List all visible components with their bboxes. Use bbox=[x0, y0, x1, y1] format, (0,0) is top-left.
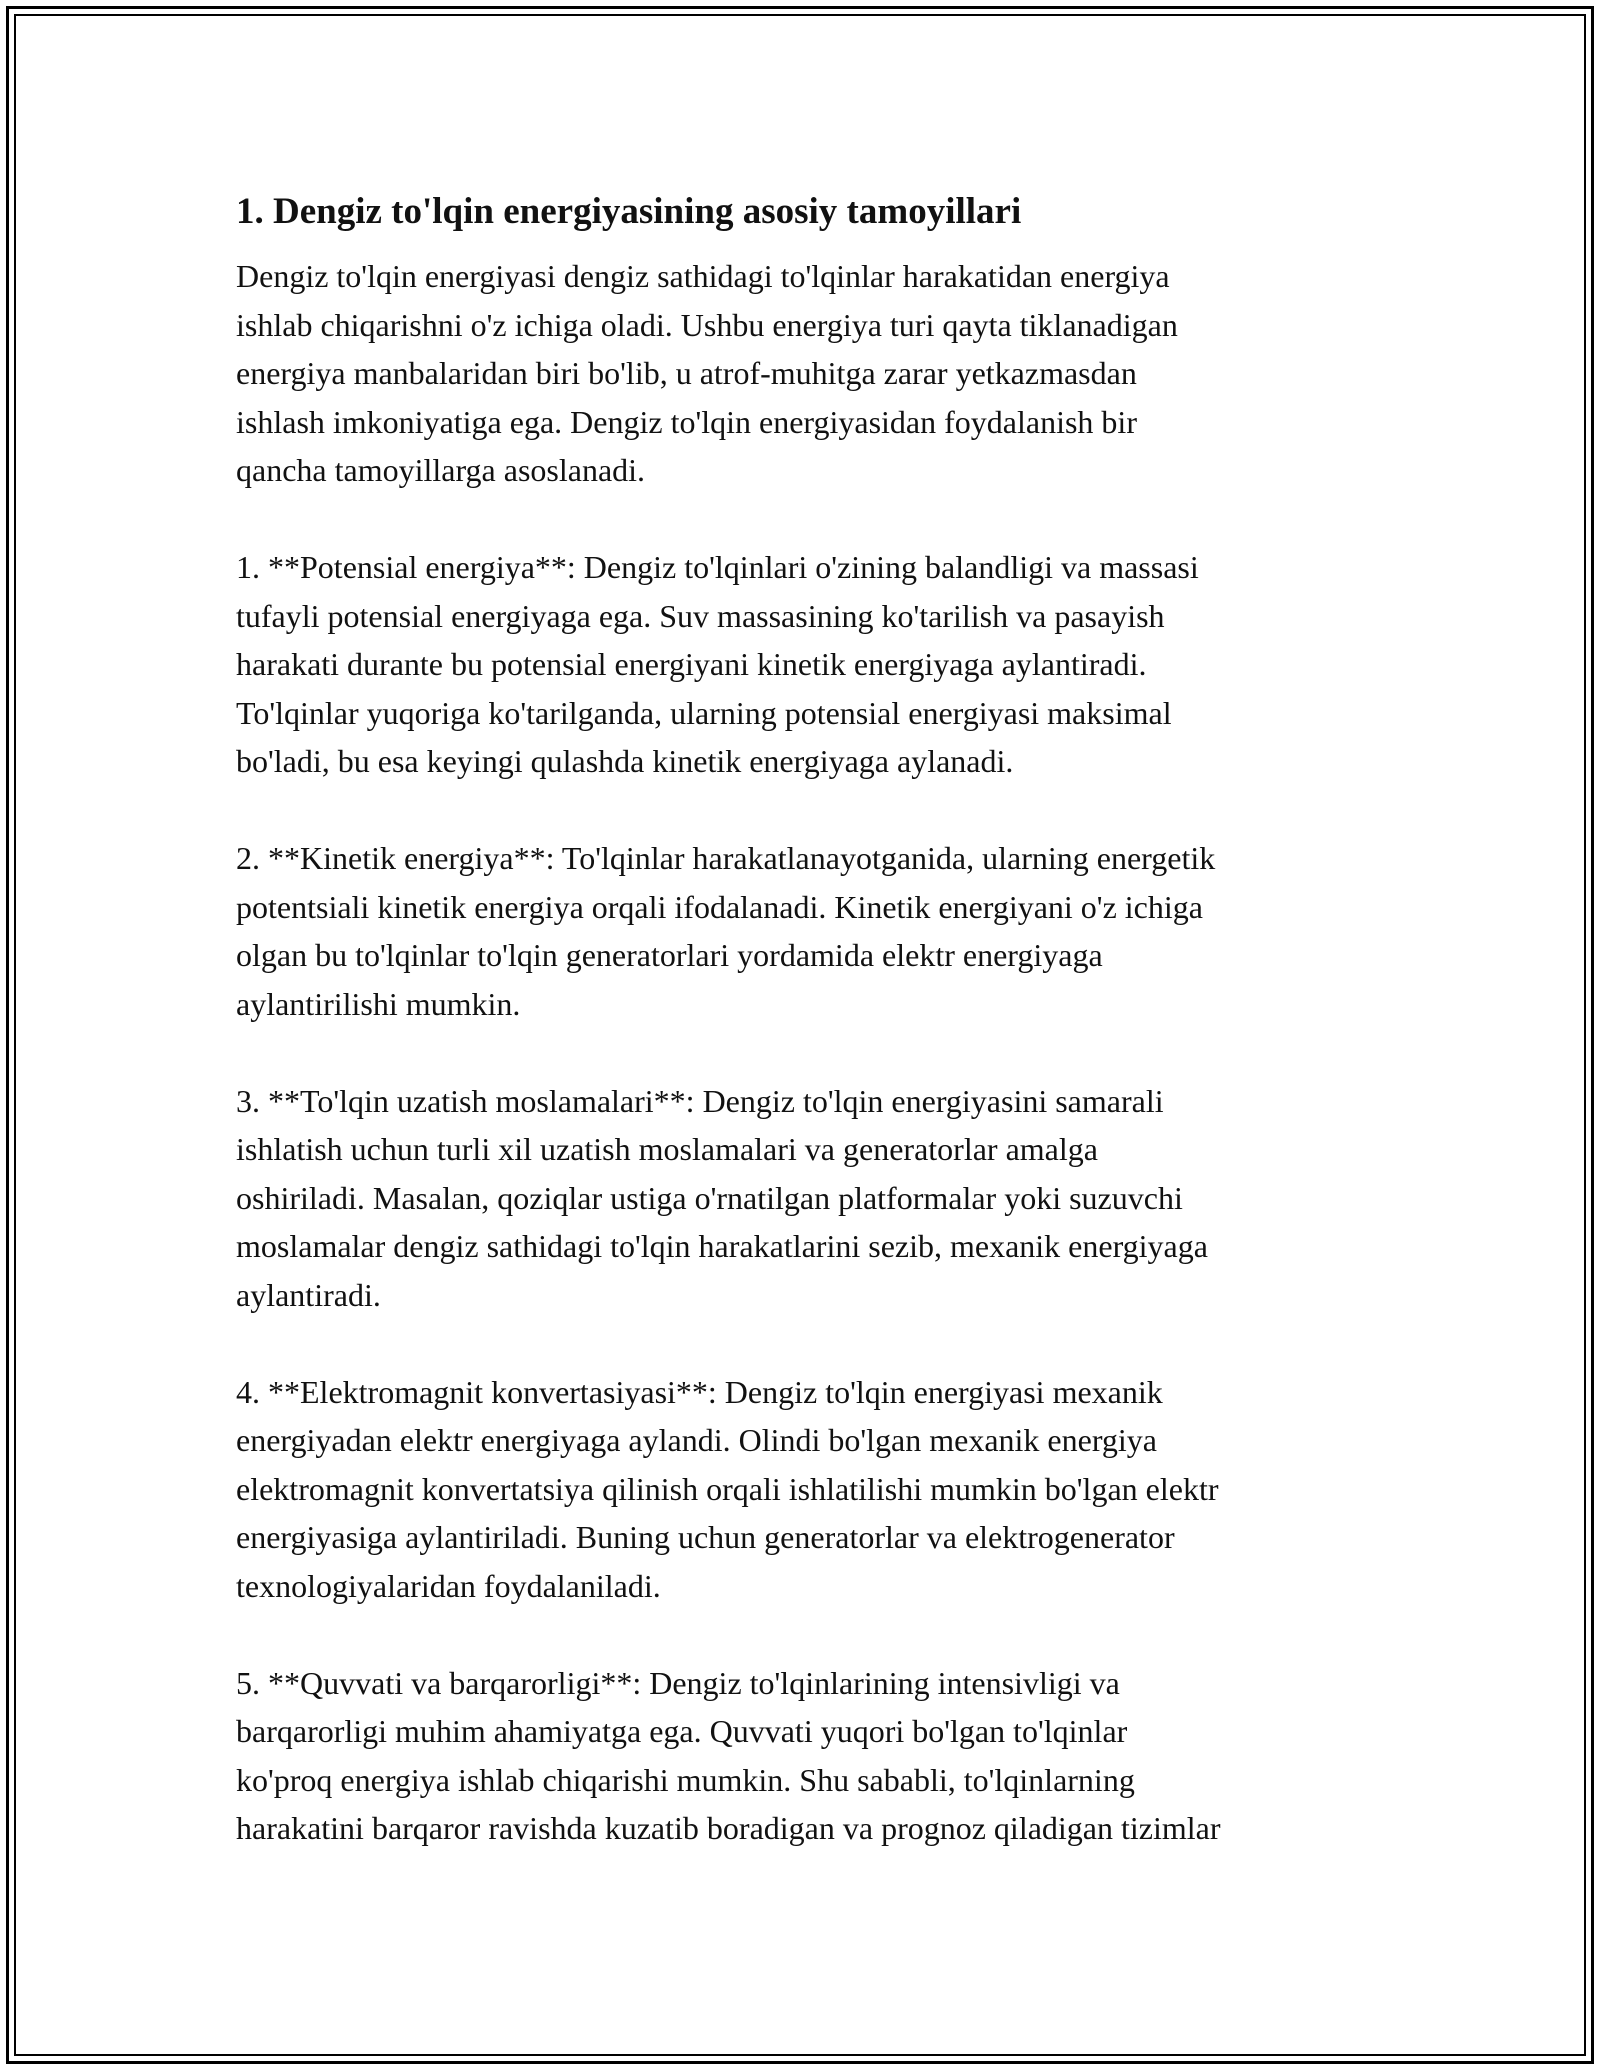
paragraph-power-stability bbox=[236, 1659, 1386, 1853]
text-line: olgan bu to'lqinlar to'lqin generatorlari yordamida elektr energiyaga bbox=[236, 937, 1103, 973]
text-line: 4. **Elektromagnit konvertasiyasi**: Dengiz to'lqin energiyasi mexanik bbox=[236, 1373, 1163, 1410]
section-heading: 1. Dengiz to'lqin energiyasining asosiy tamoyillari bbox=[236, 191, 1022, 232]
text-line: To'lqinlar yuqoriga ko'tarilganda, ularning potensial energiyasi maksimal bbox=[236, 694, 1172, 731]
text-line: 2. **Kinetik energiya**: To'lqinlar harakatlanayotganida, ularning energetik bbox=[236, 840, 1216, 876]
text-line: energiyasiga aylantiriladi. Buning uchun generatorlar va elektrogenerator bbox=[236, 1519, 1175, 1555]
text-line: Dengiz to'lqin energiyasi dengiz sathidagi to'lqinlar harakatidan energiya bbox=[236, 258, 1170, 294]
paragraph-electromagnetic-conversion bbox=[236, 1368, 1386, 1611]
text-line: ishlash imkoniyatiga ega. Dengiz to'lqin energiyasidan foydalanish bir bbox=[236, 403, 1137, 440]
text-line: 5. **Quvvati va barqarorligi**: Dengiz to'lqinlarining intensivligi va bbox=[236, 1664, 1120, 1701]
text-line: qancha tamoyillarga asoslanadi. bbox=[236, 452, 646, 488]
text-line: bo'ladi, bu esa keyingi qulashda kinetik energiyaga aylanadi. bbox=[236, 743, 1014, 779]
paragraph-transmission-devices bbox=[236, 1077, 1386, 1320]
text-line: elektromagnit konvertatsiya qilinish orqali ishlatilishi mumkin bo'lgan elektr bbox=[236, 1470, 1219, 1507]
text-line: harakati durante bu potensial energiyani kinetik energiyaga aylantiradi. bbox=[236, 646, 1147, 682]
text-line: tufayli potensial energiyaga ega. Suv massasining ko'tarilish va pasayish bbox=[236, 597, 1165, 634]
paragraph-intro bbox=[236, 252, 1386, 495]
text-line: oshiriladi. Masalan, qoziqlar ustiga o'rnatilgan platformalar yoki suzuvchi bbox=[236, 1179, 1183, 1216]
paragraph-kinetic-energy bbox=[236, 834, 1386, 1028]
text-line: potentsiali kinetik energiya orqali ifodalanadi. Kinetik energiyani o'z ichiga bbox=[236, 888, 1203, 925]
text-line: 3. **To'lqin uzatish moslamalari**: Dengiz to'lqin energiyasini samarali bbox=[236, 1082, 1164, 1119]
text-line: 1. **Potensial energiya**: Dengiz to'lqinlari o'zining balandligi va massasi bbox=[236, 549, 1199, 585]
text-line: aylantiradi. bbox=[236, 1276, 381, 1313]
document-body bbox=[236, 186, 1386, 1853]
text-line: aylantirilishi mumkin. bbox=[236, 985, 521, 1022]
text-line: harakatini barqaror ravishda kuzatib boradigan va prognoz qiladigan tizimlar bbox=[236, 1810, 1221, 1846]
text-line: energiya manbalaridan biri bo'lib, u atrof-muhitga zarar yetkazmasdan bbox=[236, 355, 1137, 391]
text-line: energiyadan elektr energiyaga aylandi. Olindi bo'lgan mexanik energiya bbox=[236, 1422, 1157, 1458]
text-line: ko'proq energiya ishlab chiqarishi mumkin. Shu sababli, to'lqinlarning bbox=[236, 1761, 1135, 1798]
paragraph-potential-energy bbox=[236, 543, 1386, 786]
text-line: barqarorligi muhim ahamiyatga ega. Quvvati yuqori bo'lgan to'lqinlar bbox=[236, 1713, 1128, 1749]
text-line: moslamalar dengiz sathidagi to'lqin harakatlarini sezib, mexanik energiyaga bbox=[236, 1228, 1208, 1264]
text-line: texnologiyalaridan foydalaniladi. bbox=[236, 1567, 661, 1604]
text-line: ishlab chiqarishni o'z ichiga oladi. Ushbu energiya turi qayta tiklanadigan bbox=[236, 306, 1178, 343]
text-line: ishlatish uchun turli xil uzatish moslamalari va generatorlar amalga bbox=[236, 1131, 1098, 1167]
